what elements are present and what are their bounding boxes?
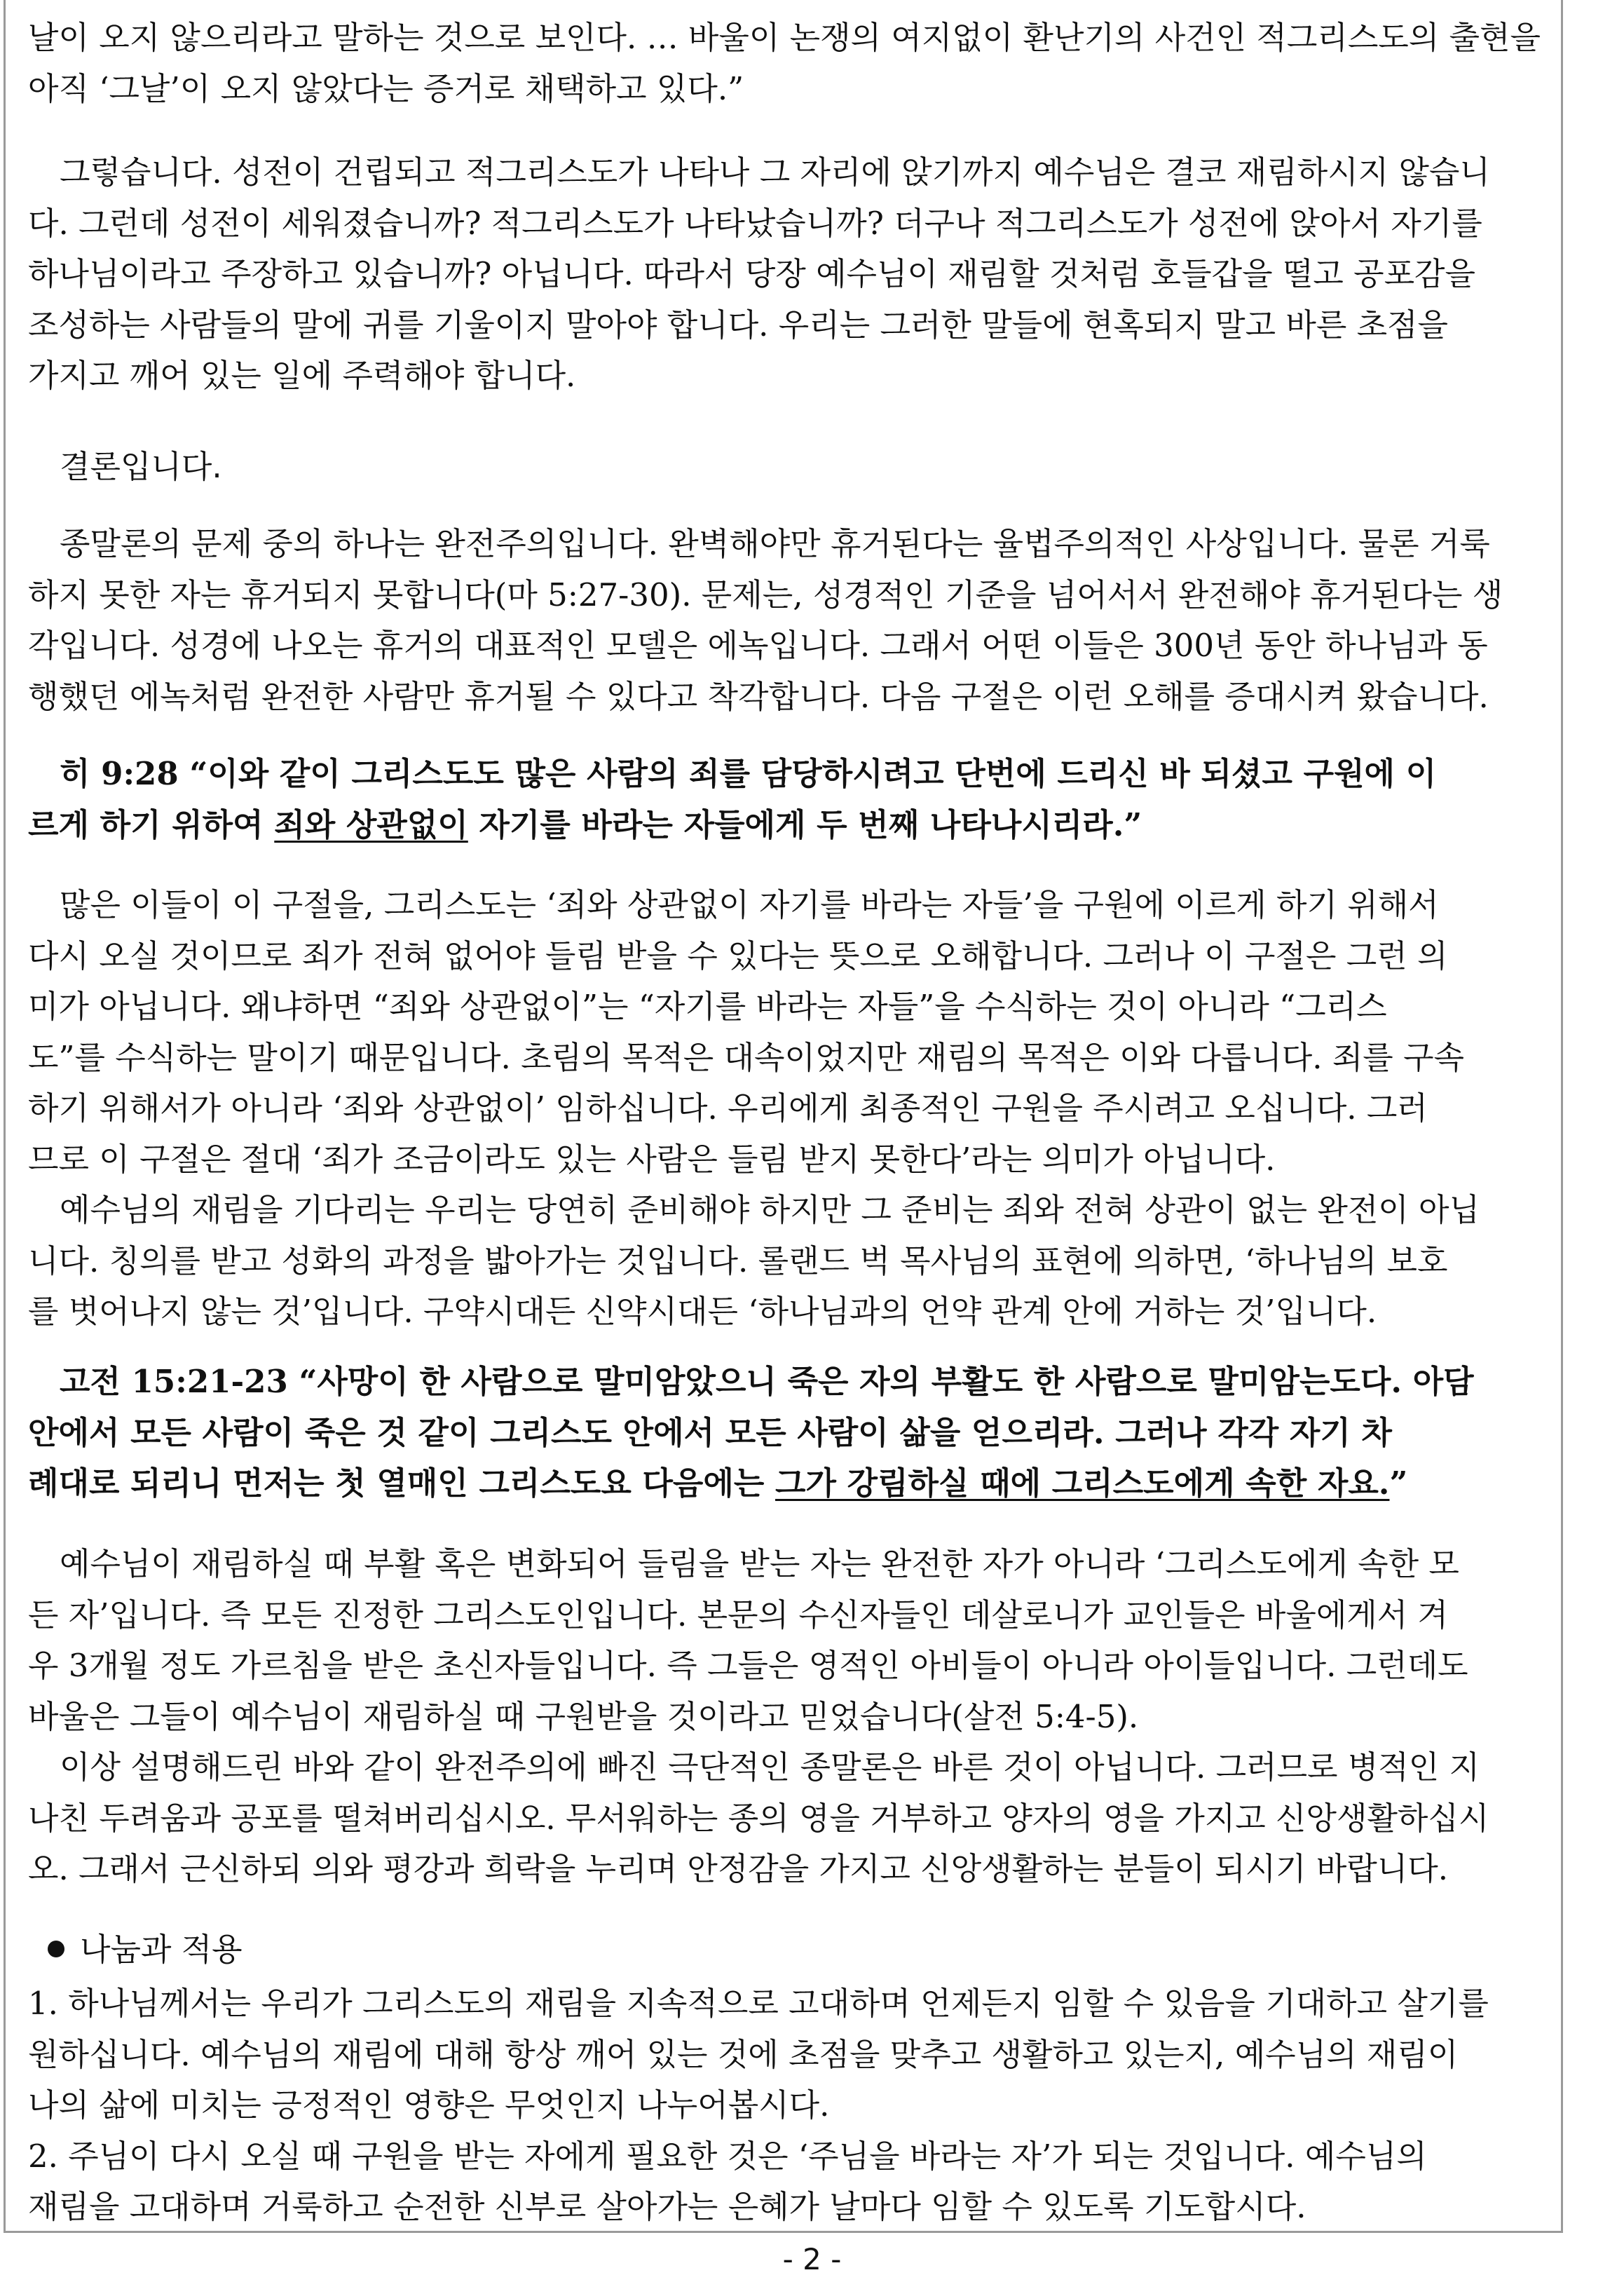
text-line: 재림을 고대하며 거룩하고 순전한 신부로 살아가는 은혜가 날마다 임할 수 있도록 기도합시다.	[28, 2188, 1306, 2225]
text-line	[28, 1357, 1542, 1408]
text-line: 하나님이라고 주장하고 있습니까? 아닙니다. 따라서 당장 예수님이 재림할 것처럼 호들갑을 떨고 공포감을	[28, 255, 1475, 292]
text-line: 많은 이들이 이 구절을, 그리스도는 ‘죄와 상관없이 자기를 바라는 자들’을 구원에 이르게 하기 위해서	[60, 886, 1439, 923]
text-line: 하지 못한 자는 휴거되지 못합니다(마 5:27-30). 문제는, 성경적인 기준을 넘어서서 완전해야 휴거된다는 생	[28, 576, 1503, 613]
text-line: 다시 오실 것이므로 죄가 전혀 없어야 들림 받을 수 있다는 뜻으로 오해합니다. 그러나 이 구절은 그런 의	[28, 937, 1448, 974]
text-line: 조성하는 사람들의 말에 귀를 기울이지 말아야 합니다. 우리는 그러한 말들에 현혹되지 말고 바른 초점을	[28, 306, 1449, 344]
conclusion-heading	[28, 442, 1542, 493]
text-line: 아직 ‘그날’이 오지 않았다는 증거로 채택하고 있다.”	[28, 69, 744, 107]
text-line: 가지고 깨어 있는 일에 주력해야 합니다.	[28, 357, 576, 394]
text-line: 이상 설명해드린 바와 같이 완전주의에 빠진 극단적인 종말론은 바른 것이 아닙니다. 그러므로 병적인 지	[60, 1748, 1480, 1786]
verse-text: 자기를 바라는 자들에게 두 번째 나타나시리라.”	[468, 806, 1142, 843]
text-line: 미가 아닙니다. 왜냐하면 “죄와 상관없이”는 “자기를 바라는 자들”을 수식하는 것이 아니라 “그리스	[28, 988, 1387, 1025]
text-line: 예수님이 재림하실 때 부활 혹은 변화되어 들림을 받는 자는 완전한 자가 아니라 ‘그리스도에게 속한 모	[60, 1545, 1459, 1582]
quote-continuation-paragraph	[28, 13, 1542, 114]
body-paragraph	[28, 147, 1542, 402]
verse-text: ”	[1389, 1465, 1408, 1502]
text-line: 오. 그래서 근신하되 의와 평강과 희락을 누리며 안정감을 가지고 신앙생활하는 분들이 되시기 바랍니다.	[28, 1850, 1449, 1887]
text-line	[28, 1924, 1542, 1976]
text-line: 도”를 수식하는 말이기 때문입니다. 초림의 목적은 대속이었지만 재림의 목적은 이와 다릅니다. 죄를 구속	[28, 1038, 1465, 1076]
text-line: 날이 오지 않으리라고 말하는 것으로 보인다. … 바울이 논쟁의 여지없이 환난기의 사건인 적그리스도의 출현을	[28, 19, 1541, 56]
text-line: 든 자’입니다. 즉 모든 진정한 그리스도인입니다. 본문의 수신자들인 데살로니가 교인들은 바울에게서 겨	[28, 1596, 1449, 1634]
text-line: 예수님의 재림을 기다리는 우리는 당연히 준비해야 하지만 그 준비는 죄와 전혀 상관이 없는 완전이 아닙	[60, 1191, 1480, 1228]
verse-text: 르게 하기 위하여	[28, 806, 275, 843]
text-line	[28, 1458, 1542, 1509]
scripture-quote-hebrews	[28, 749, 1542, 850]
text-line: 1. 하나님께서는 우리가 그리스도의 재림을 지속적으로 고대하며 언제든지 임할 수 있음을 기대하고 살기를	[28, 1985, 1489, 2022]
text-line: 결론입니다.	[60, 448, 222, 485]
body-paragraph	[28, 1539, 1542, 1895]
text-line: 2. 주님이 다시 오실 때 구원을 받는 자에게 필요한 것은 ‘주님을 바라는 자’가 되는 것입니다. 예수님의	[28, 2137, 1427, 2175]
section-title: 나눔과 적용	[80, 1931, 243, 1968]
body-paragraph	[28, 880, 1542, 1338]
text-line: 므로 이 구절은 절대 ‘죄가 조금이라도 있는 사람은 들림 받지 못한다’라는 의미가 아닙니다.	[28, 1140, 1276, 1178]
verse-text: “사망이 한 사람으로 말미암았으니 죽은 자의 부활도 한 사람으로 말미암는도다. 아담	[299, 1363, 1474, 1400]
text-line: 종말론의 문제 중의 하나는 완전주의입니다. 완벽해야만 휴거된다는 율법주의적인 사상입니다. 물론 거룩	[60, 525, 1490, 562]
text-line: 니다. 칭의를 받고 성화의 과정을 밟아가는 것입니다. 롤랜드 벅 목사님의 표현에 의하면, ‘하나님의 보호	[28, 1242, 1448, 1279]
bullet-icon	[48, 1941, 64, 1957]
application-heading	[28, 1924, 1542, 1976]
text-line: 나의 삶에 미치는 긍정적인 영향은 무엇인지 나누어봅시다.	[28, 2086, 830, 2124]
text-line: 하기 위해서가 아니라 ‘죄와 상관없이’ 임하십니다. 우리에게 최종적인 구원을 주시려고 오십니다. 그러	[28, 1089, 1428, 1127]
application-list	[28, 1978, 1542, 2233]
scripture-reference: 히 9:28	[60, 755, 179, 792]
text-line: 나친 두려움과 공포를 떨쳐버리십시오. 무서워하는 종의 영을 거부하고 양자의 영을 가지고 신앙생활하십시	[28, 1799, 1489, 1837]
text-line: 다. 그런데 성전이 세워졌습니까? 적그리스도가 나타났습니까? 더구나 적그리스도가 성전에 앉아서 자기를	[28, 204, 1482, 242]
verse-text: “이와 같이 그리스도도 많은 사람의 죄를 담당하시려고 단번에 드리신 바 되셨고 구원에 이	[189, 755, 1437, 792]
text-line: 각입니다. 성경에 나오는 휴거의 대표적인 모델은 에녹입니다. 그래서 어떤 이들은 300년 동안 하나님과 동	[28, 627, 1488, 664]
text-line: 안에서 모든 사람이 죽은 것 같이 그리스도 안에서 모든 사람이 삶을 얻으리라. 그러나 각각 자기 차	[28, 1413, 1392, 1451]
underlined-phrase: 그가 강림하실 때에 그리스도에게 속한 자요.	[775, 1465, 1390, 1502]
text-line: 행했던 에녹처럼 완전한 사람만 휴거될 수 있다고 착각합니다. 다음 구절은 이런 오해를 증대시켜 왔습니다.	[28, 677, 1489, 715]
text-line	[28, 749, 1542, 800]
scripture-quote-corinthians	[28, 1357, 1542, 1509]
scripture-reference: 고전 15:21-23	[60, 1363, 288, 1400]
verse-text: 례대로 되리니 먼저는 첫 열매인 그리스도요 다음에는	[28, 1465, 776, 1502]
text-line: 를 벗어나지 않는 것’입니다. 구약시대든 신약시대든 ‘하나님과의 언약 관계 안에 거하는 것’입니다.	[28, 1293, 1377, 1330]
text-line: 그렇습니다. 성전이 건립되고 적그리스도가 나타나 그 자리에 앉기까지 예수님은 결코 재림하시지 않습니	[60, 154, 1490, 191]
body-paragraph	[28, 519, 1542, 722]
page-number: - 2 -	[782, 2242, 842, 2276]
text-line: 바울은 그들이 예수님이 재림하실 때 구원받을 것이라고 믿었습니다(살전 5:4-5).	[28, 1697, 1139, 1735]
text-line: 우 3개월 정도 가르침을 받은 초신자들입니다. 즉 그들은 영적인 아비들이 아니라 아이들입니다. 그런데도	[28, 1647, 1468, 1684]
underlined-phrase: 죄와 상관없이	[274, 806, 468, 843]
text-line: 원하십니다. 예수님의 재림에 대해 항상 깨어 있는 것에 초점을 맞추고 생활하고 있는지, 예수님의 재림이	[28, 2035, 1459, 2073]
text-line	[28, 800, 1542, 851]
